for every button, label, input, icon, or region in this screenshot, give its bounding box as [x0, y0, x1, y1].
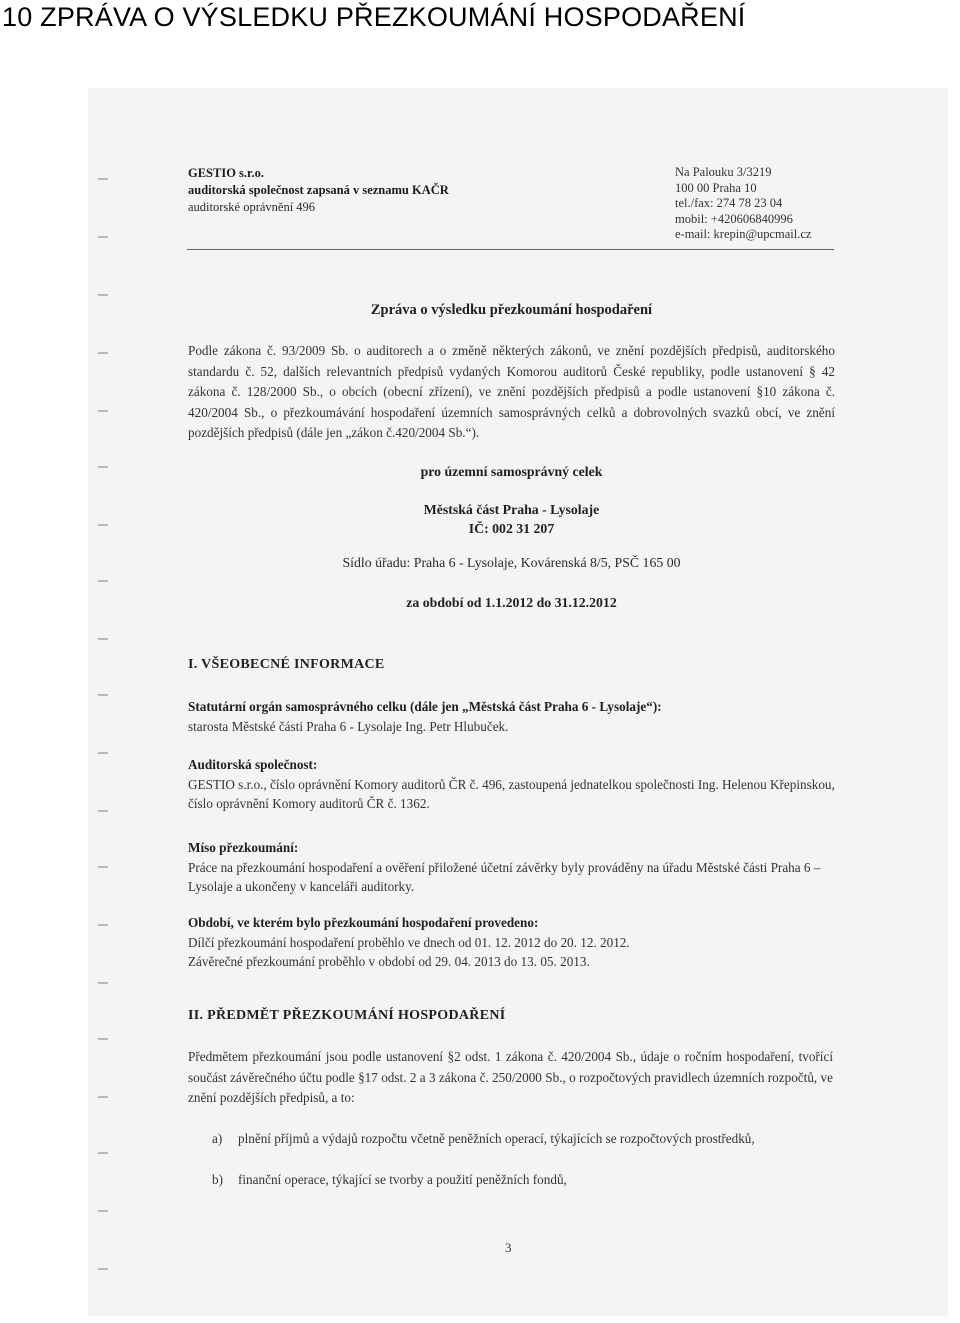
list-item-text: finanční operace, týkající se tvorby a použití peněžních fondů, — [238, 1172, 567, 1187]
period-label: za období od 1.1.2012 do 31.12.2012 — [406, 595, 617, 610]
margin-mark — [98, 752, 108, 754]
margin-mark — [98, 178, 108, 180]
address-city: 100 00 Praha 10 — [675, 180, 757, 195]
auditor-block — [188, 755, 835, 814]
margin-mark — [98, 1096, 108, 1098]
margin-mark — [98, 524, 108, 526]
report-title: Zpráva o výsledku přezkoumání hospodaření — [370, 302, 653, 318]
page-heading: 10 ZPRÁVA O VÝSLEDKU PŘEZKOUMÁNÍ HOSPODAŘENÍ — [2, 2, 746, 32]
company-registration: auditorská společnost zapsaná v seznamu KAČR — [188, 183, 449, 197]
seat-address: Sídlo úřadu: Praha 6 - Lysolaje, Kovárenská 8/5, PSČ 165 00 — [342, 555, 681, 570]
section-heading-subject: II. PŘEDMĚT PŘEZKOUMÁNÍ HOSPODAŘENÍ — [188, 1008, 506, 1023]
margin-mark — [98, 982, 108, 984]
entity-ic: IČ: 002 31 207 — [468, 521, 555, 536]
company-name: GESTIO s.r.o. — [188, 166, 264, 180]
letterhead-divider — [187, 249, 834, 250]
statutory-block — [188, 697, 835, 736]
page-number: 3 — [505, 1240, 512, 1255]
margin-mark — [98, 1210, 108, 1212]
contact-mobile: mobil: +420606840996 — [675, 211, 793, 226]
entity-name: Městská část Praha - Lysolaje — [423, 502, 600, 517]
margin-mark — [98, 638, 108, 640]
section-heading-general: I. VŠEOBECNÉ INFORMACE — [188, 657, 385, 672]
list-item-label: b) — [212, 1172, 223, 1187]
subject-paragraph: Předmětem přezkoumání jsou podle ustanovení §2 odst. 1 zákona č. 420/2004 Sb., údaje o ročním hospodaření, tvořící součást závěrečného účtu podle §17 odst. 2 a 3 zákona č. 250/2000 Sb., o rozpočtových pravidlech územních rozpočtů, ve znění pozdějších předpisů, a to: — [188, 1049, 833, 1105]
period-line-partial: Dílčí přezkoumání hospodaření proběhlo ve dnech od 01. 12. 2012 do 20. 12. 2012. — [188, 934, 630, 950]
period-block — [188, 913, 835, 972]
letterhead-company — [188, 165, 449, 216]
contact-tel: tel./fax: 274 78 23 04 — [675, 196, 783, 210]
place-block — [188, 838, 835, 897]
list-item-text: plnění příjmů a výdajů rozpočtu včetně peněžních operací, týkajících se rozpočtových prostředků, — [238, 1131, 755, 1146]
margin-mark — [98, 866, 108, 868]
margin-mark — [98, 580, 108, 582]
margin-mark — [98, 924, 108, 926]
company-license: auditorské oprávnění 496 — [188, 200, 316, 214]
place-heading: Míso přezkoumání: — [188, 840, 299, 855]
auditor-text: GESTIO s.r.o., číslo oprávnění Komory auditorů ČR č. 496, zastoupená jednatelkou společnosti Ing. Helenou Křepinskou, číslo oprávnění Komory auditorů ČR č. 1362. — [188, 776, 835, 811]
margin-mark — [98, 352, 108, 354]
place-text: Práce na přezkoumání hospodaření a ověření přiložené účetní závěrky byly prováděny na úřadu Městské části Praha 6 – Lysolaje a ukončeny v kanceláři auditorky. — [188, 859, 821, 894]
list-item — [212, 1129, 832, 1171]
period-line-final: Závěrečné přezkoumání proběhlo v období od 29. 04. 2013 do 13. 05. 2013. — [188, 954, 590, 969]
list-item — [212, 1170, 832, 1192]
intro-paragraph: Podle zákona č. 93/2009 Sb. o auditorech a o změně některých zákonů, ve znění pozdějších předpisů, auditorského standardu č. 52, dalších relevantních předpisů vydaných Komorou auditorů České republiky, podle ustanovení § 42 zákona č. 128/2000 Sb., o obcích (obecní zřízení), ve znění pozdějších předpisů a podle ustanovení §10 zákona č. 420/2004 Sb., o přezkoumávání hospodaření územních samosprávných celků a dobrovolných svazků obcí, ve znění pozdějších předpisů (dále jen „zákon č.420/2004 Sb.“). — [188, 343, 835, 440]
margin-mark — [98, 294, 108, 296]
contact-email: e-mail: krepin@upcmail.cz — [675, 227, 812, 241]
period-heading: Období, ve kterém bylo přezkoumání hospodaření provedeno: — [188, 915, 539, 930]
statutory-heading: Statutární orgán samosprávného celku (dále jen „Městská část Praha 6 - Lysolaje“): — [188, 699, 662, 714]
margin-mark — [98, 1038, 108, 1040]
margin-mark — [98, 1268, 108, 1270]
margin-mark — [98, 466, 108, 468]
list-item-label: a) — [212, 1131, 223, 1146]
statutory-text: starosta Městské části Praha 6 - Lysolaje Ing. Petr Hlubuček. — [188, 718, 509, 734]
margin-mark — [98, 410, 108, 412]
margin-mark — [98, 810, 108, 812]
auditor-heading: Auditorská společnost: — [188, 757, 318, 772]
for-unit-label: pro územní samosprávný celek — [420, 464, 603, 479]
margin-mark — [98, 694, 108, 696]
address-street: Na Palouku 3/3219 — [675, 165, 772, 179]
letterhead-contact — [675, 165, 811, 243]
margin-mark — [98, 1152, 108, 1154]
margin-mark — [98, 236, 108, 238]
